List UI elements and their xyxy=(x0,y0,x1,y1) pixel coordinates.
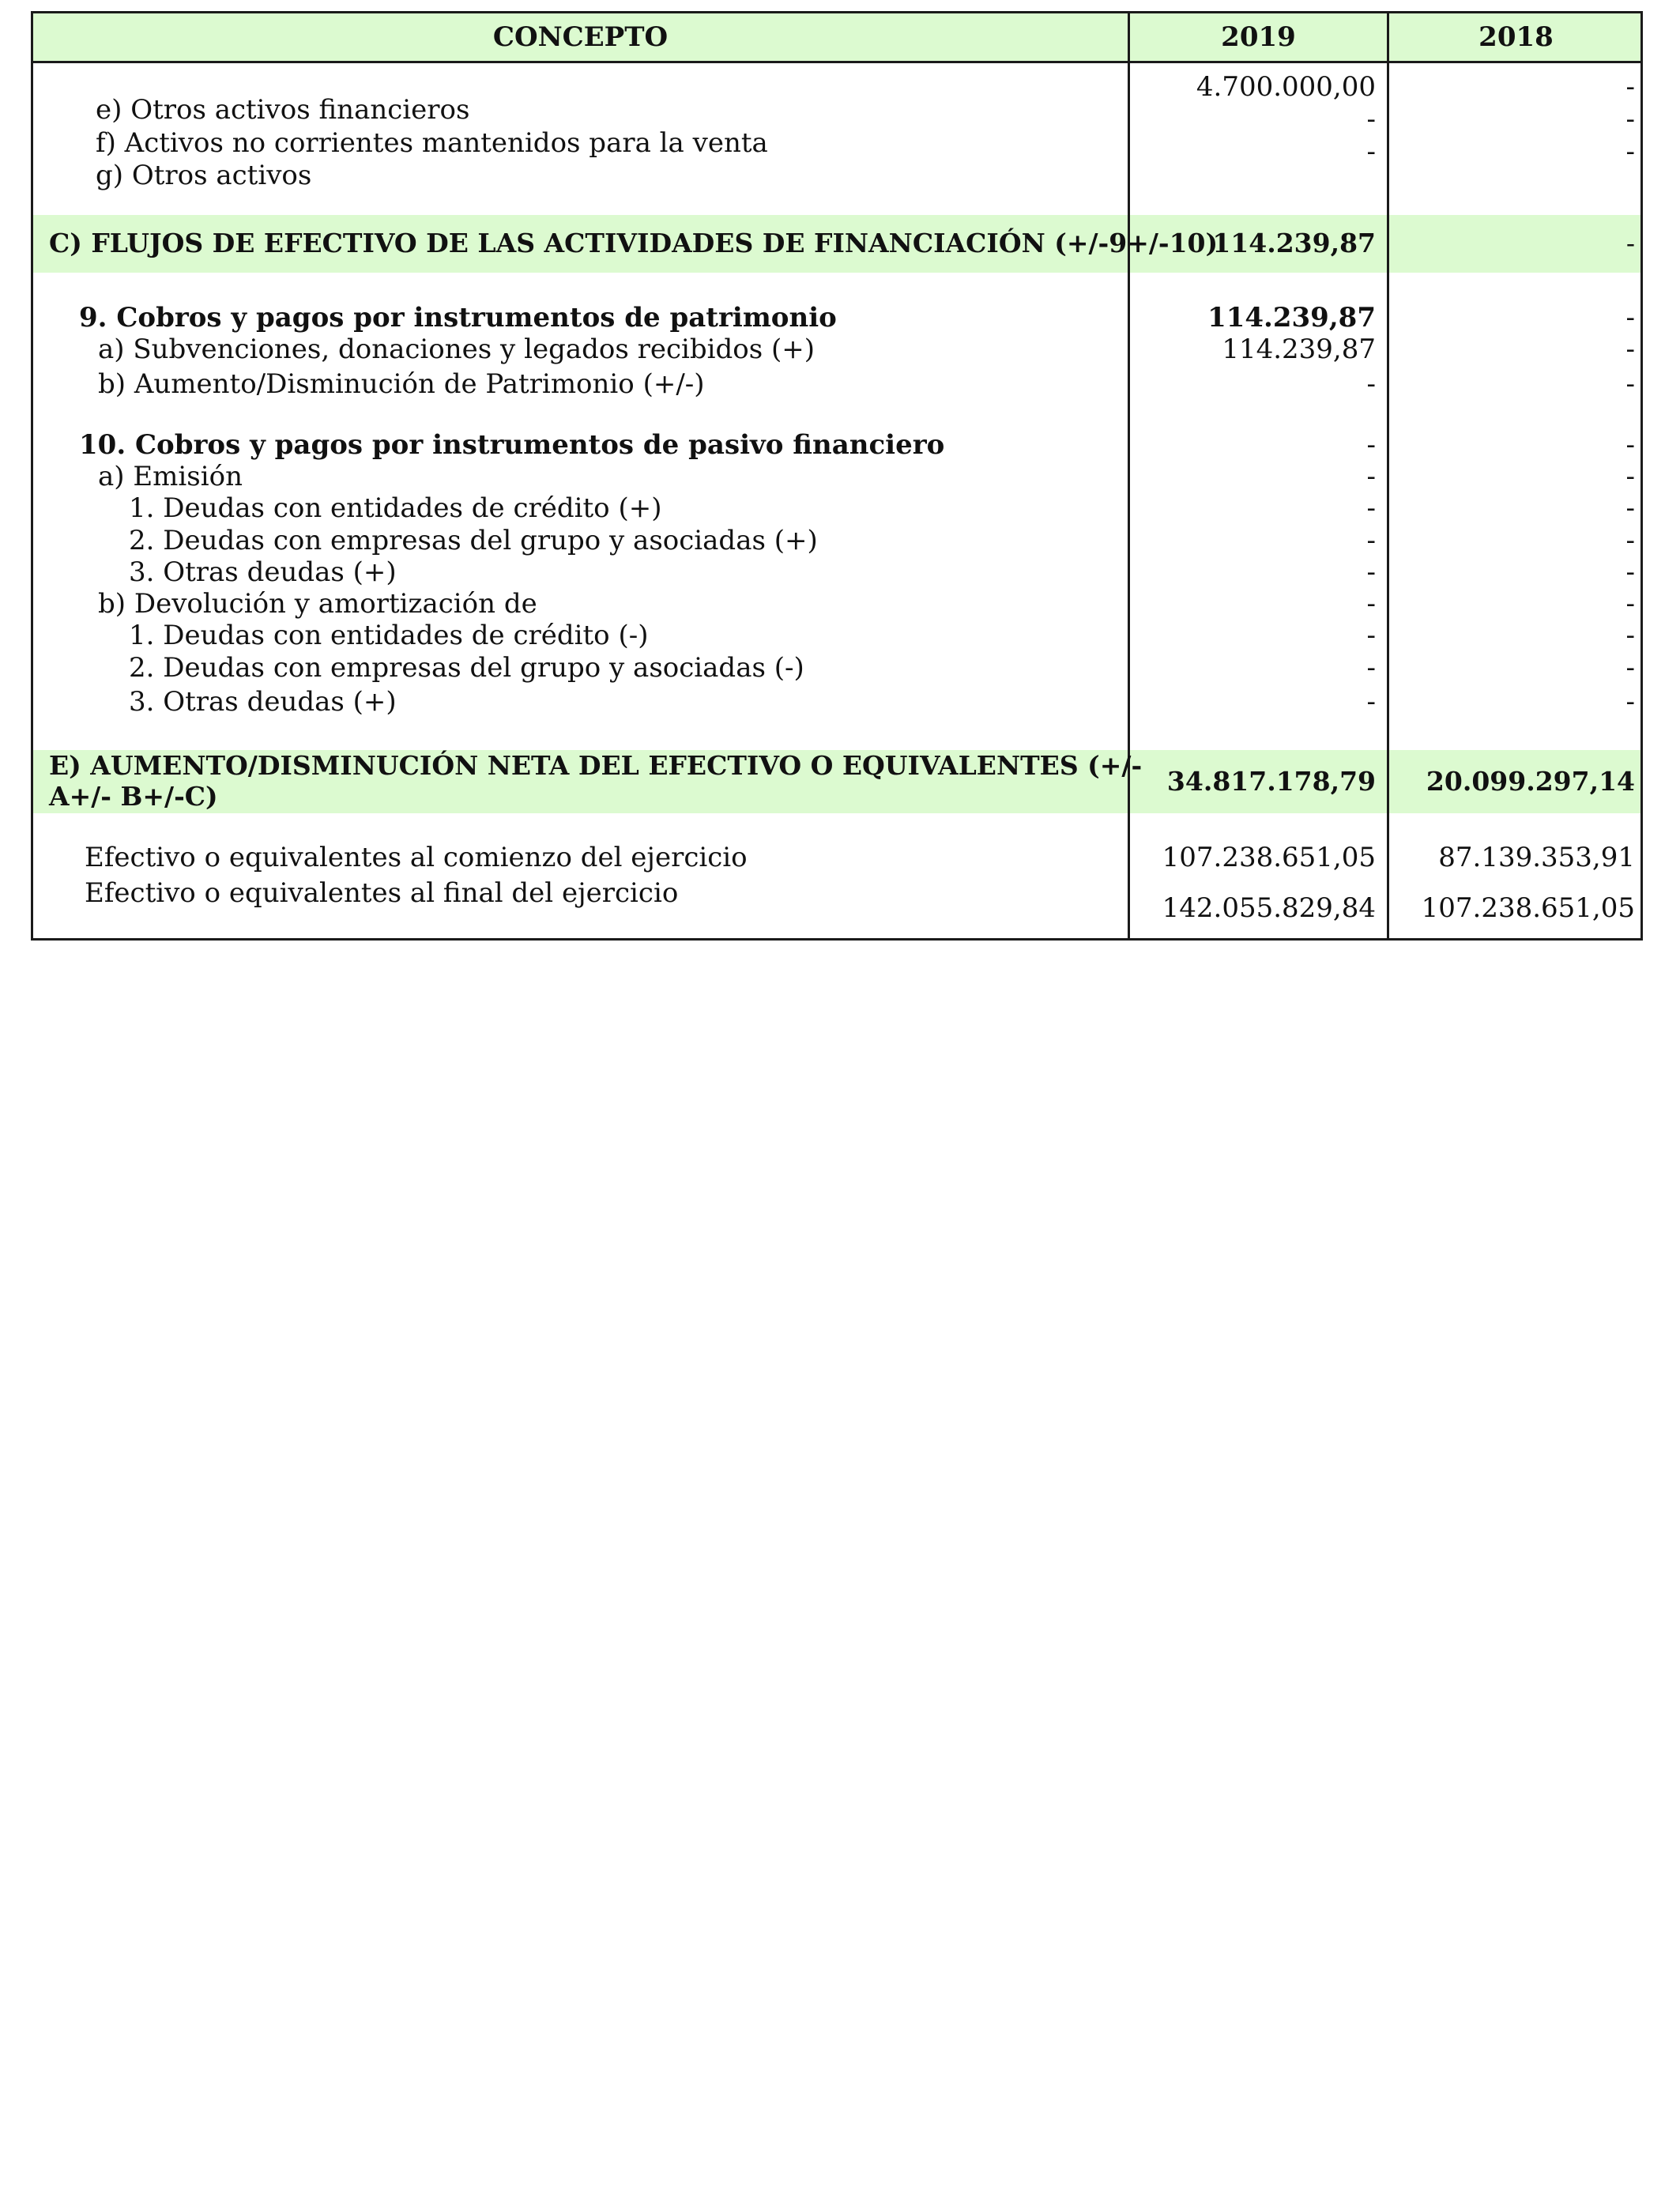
cash-begin-label: Efectivo o equivalentes al comienzo del ejercicio xyxy=(85,842,748,873)
value-2018: - xyxy=(1625,556,1635,588)
value-2019: 4.700.000,00 xyxy=(1196,71,1376,103)
cash-end-values-row xyxy=(33,892,1640,924)
cash-end-value-2018: 107.238.651,05 xyxy=(1421,892,1635,924)
value-2018: - xyxy=(1625,461,1635,492)
table-row xyxy=(33,588,1640,620)
value-2018: - xyxy=(1625,136,1635,168)
group-9-row xyxy=(33,302,1640,334)
value-2018: - xyxy=(1625,620,1635,651)
cash-begin-value-2019: 107.238.651,05 xyxy=(1162,842,1376,873)
table-row xyxy=(33,461,1640,492)
value-2018: - xyxy=(1625,588,1635,620)
cash-flow-table xyxy=(31,11,1643,941)
value-2018: - xyxy=(1625,652,1635,684)
value-2019: - xyxy=(1366,368,1376,400)
row-label: 3. Otras deudas (+) xyxy=(129,556,397,588)
table-header-row xyxy=(33,13,1640,63)
value-2019: - xyxy=(1366,136,1376,168)
section-c-value-2018: - xyxy=(1625,228,1635,258)
cash-begin-value-2018: 87.139.353,91 xyxy=(1438,842,1635,873)
value-2019: - xyxy=(1366,492,1376,524)
table-row xyxy=(33,334,1640,365)
section-e-value-2019: 34.817.178,79 xyxy=(1166,766,1376,797)
table-row xyxy=(33,686,1640,718)
row-label: 3. Otras deudas (+) xyxy=(129,686,397,718)
value-2018: - xyxy=(1625,334,1635,365)
value-2018: - xyxy=(1625,492,1635,524)
section-c-value-2019: 114.239,87 xyxy=(1212,228,1376,258)
value-2019: - xyxy=(1366,525,1376,556)
header-concepto: CONCEPTO xyxy=(492,21,669,53)
row-label: 2. Deudas con empresas del grupo y asociadas (-) xyxy=(129,652,804,684)
section-e-label-line1: E) AUMENTO/DISMINUCIÓN NETA DEL EFECTIVO O EQUIVALENTES (+/- xyxy=(49,750,1143,781)
row-label: a) Subvenciones, donaciones y legados recibidos (+) xyxy=(98,334,816,365)
table-row xyxy=(33,620,1640,651)
row-label: 2. Deudas con empresas del grupo y asociadas (+) xyxy=(129,525,818,556)
row-label: g) Otros activos xyxy=(96,160,312,191)
value-2019: - xyxy=(1366,620,1376,651)
group-10-value-2018: - xyxy=(1625,429,1635,461)
row-label: a) Emisión xyxy=(98,461,243,492)
group-9-value-2018: - xyxy=(1625,302,1635,334)
section-e-values xyxy=(33,766,1640,797)
table-row xyxy=(33,525,1640,556)
section-e-label-line2: A+/- B+/-C) xyxy=(49,781,218,812)
value-2018: - xyxy=(1625,71,1635,103)
header-2018: 2018 xyxy=(1478,21,1554,53)
row-label: 1. Deudas con entidades de crédito (+) xyxy=(129,492,662,524)
value-2018: - xyxy=(1625,104,1635,135)
cash-end-value-2019: 142.055.829,84 xyxy=(1162,892,1376,924)
value-2018: - xyxy=(1625,686,1635,718)
cash-begin-row xyxy=(33,842,1640,873)
table-row xyxy=(33,492,1640,524)
row-label: b) Aumento/Disminución de Patrimonio (+/-) xyxy=(98,368,705,400)
row-label: f) Activos no corrientes mantenidos para la venta xyxy=(96,127,768,159)
group-10-value-2019: - xyxy=(1366,429,1376,461)
row-label: e) Otros activos financieros xyxy=(96,94,470,126)
group-9-label: 9. Cobros y pagos por instrumentos de patrimonio xyxy=(79,302,837,334)
group-9-value-2019: 114.239,87 xyxy=(1207,302,1376,334)
section-c-label: C) FLUJOS DE EFECTIVO DE LAS ACTIVIDADES DE FINANCIACIÓN (+/-9+/-10) xyxy=(49,228,1219,258)
section-c-row xyxy=(33,228,1640,259)
table-row xyxy=(33,652,1640,684)
value-2018: - xyxy=(1625,525,1635,556)
table-row xyxy=(33,160,1640,191)
value-2018: - xyxy=(1625,368,1635,400)
group-10-label: 10. Cobros y pagos por instrumentos de pasivo financiero xyxy=(79,429,945,461)
row-label: 1. Deudas con entidades de crédito (-) xyxy=(129,620,649,651)
value-2019: 114.239,87 xyxy=(1222,334,1376,365)
row-label: b) Devolución y amortización de xyxy=(98,588,537,620)
group-10-row xyxy=(33,429,1640,461)
cash-end-label: Efectivo o equivalentes al final del ejercicio xyxy=(85,877,679,909)
section-e-value-2018: 20.099.297,14 xyxy=(1426,766,1635,797)
value-2019: - xyxy=(1366,588,1376,620)
value-2019: - xyxy=(1366,556,1376,588)
value-2019: - xyxy=(1366,104,1376,135)
value-2019: - xyxy=(1366,652,1376,684)
header-2019: 2019 xyxy=(1221,21,1296,53)
value-2019: - xyxy=(1366,686,1376,718)
value-2019: - xyxy=(1366,461,1376,492)
table-row xyxy=(33,368,1640,400)
table-row xyxy=(33,556,1640,588)
